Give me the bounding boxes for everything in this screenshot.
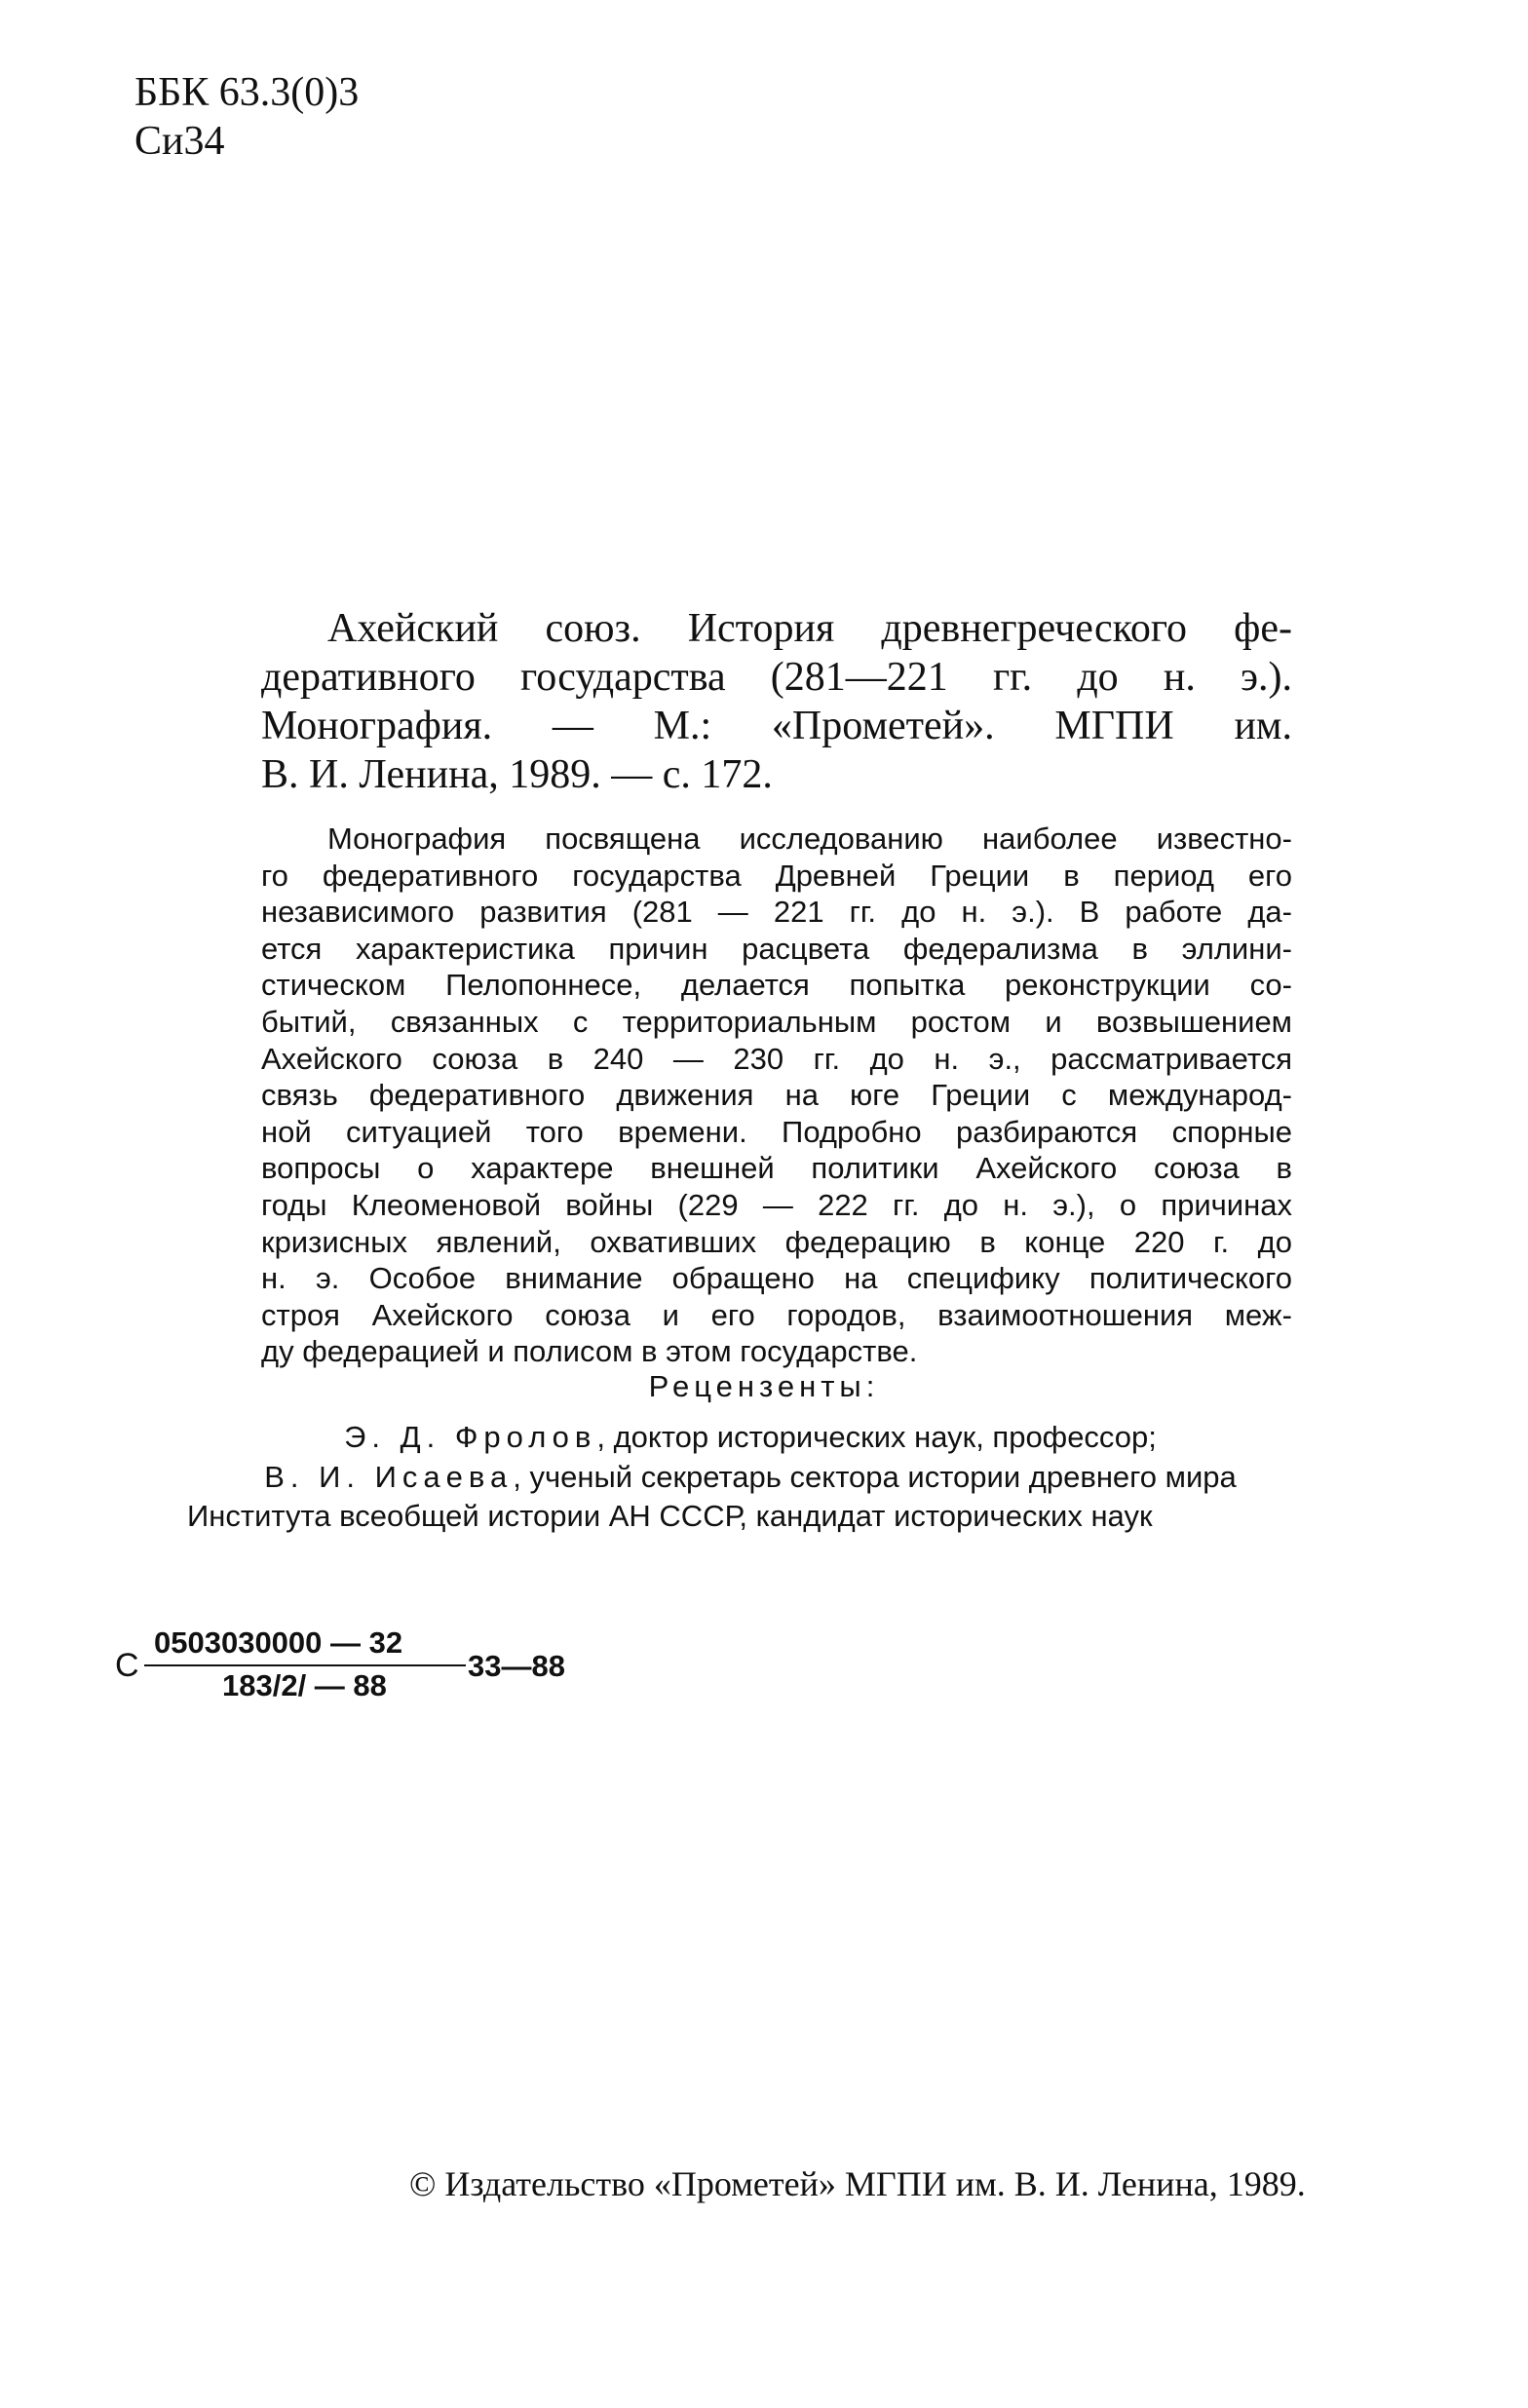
reviewer-description: , ученый секретарь сектора истории древнего мира (513, 1460, 1237, 1494)
entry-line: Монография. — М.: «Прометей». МГПИ им. (261, 704, 1292, 748)
abstract-line: строя Ахейского союза и его городов, взаимоотношения меж- (261, 1297, 1292, 1332)
entry-line: Ахейский союз. История древнегреческого фе- (327, 606, 1292, 651)
copyright-notice: © Издательство «Прометей» МГПИ им. В. И. Ленина, 1989. (409, 2164, 1306, 2203)
abstract-line: кризисных явлений, охвативших федерацию в конце 220 г. до (261, 1224, 1292, 1259)
abstract-line: ется характеристика причин расцвета федерализма в эллини- (261, 931, 1292, 966)
fraction-bar (144, 1664, 466, 1666)
reviewer-name: В. И. Исаева (264, 1460, 514, 1494)
entry-line: В. И. Ленина, 1989. — с. 172. (261, 752, 773, 797)
index-suffix: 33—88 (468, 1649, 565, 1683)
bbk-code: ББК 63.3(0)3 (134, 70, 360, 115)
abstract-line: го федеративного государства Древней Греции в период его (261, 858, 1292, 893)
reviewer-line (185, 1418, 1316, 1457)
reviewer-continuation: Института всеобщей истории АН СССР, кандидат исторических наук (187, 1499, 1153, 1533)
index-letter: С (115, 1647, 139, 1684)
reviewer-name: Э. Д. Фролов (344, 1420, 597, 1454)
abstract-line: ду федерацией и полисом в этом государстве. (261, 1334, 918, 1369)
bibliographic-entry (261, 604, 1292, 799)
abstract-line: связь федеративного движения на юге Греции с международ- (261, 1078, 1292, 1113)
abstract-line: годы Клеоменовой войны (229 — 222 гг. до н. э.), о причинах (261, 1187, 1292, 1222)
index-numerator: 0503030000 — 32 (154, 1625, 403, 1660)
abstract-line: ной ситуацией того времени. Подробно разбираются спорные (261, 1114, 1292, 1149)
abstract-line: независимого развития (281 — 221 гг. до н. э.). В работе да- (261, 895, 1292, 930)
abstract-line: Ахейского союза в 240 — 230 гг. до н. э., рассматривается (261, 1041, 1292, 1076)
abstract (261, 821, 1292, 1370)
entry-line: деративного государства (281—221 гг. до н. э.). (261, 655, 1292, 700)
reviewer-description: , доктор исторических наук, профессор; (596, 1420, 1157, 1454)
abstract-line: бытий, связанных с территориальным ростом и возвышением (261, 1004, 1292, 1039)
index-denominator: 183/2/ — 88 (222, 1668, 387, 1702)
reviewer-line (185, 1458, 1316, 1497)
abstract-line: вопросы о характере внешней политики Ахейского союза в (261, 1151, 1292, 1186)
classification-codes (134, 68, 359, 166)
author-mark: Си34 (134, 119, 225, 164)
abstract-line: н. э. Особое внимание обращено на специфику политического (261, 1261, 1292, 1296)
abstract-line: Монография посвящена исследованию наиболее известно- (327, 822, 1292, 856)
reviewers-heading: Рецензенты: (648, 1369, 880, 1403)
abstract-line: стическом Пелопоннесе, делается попытка реконструкции со- (261, 968, 1292, 1003)
